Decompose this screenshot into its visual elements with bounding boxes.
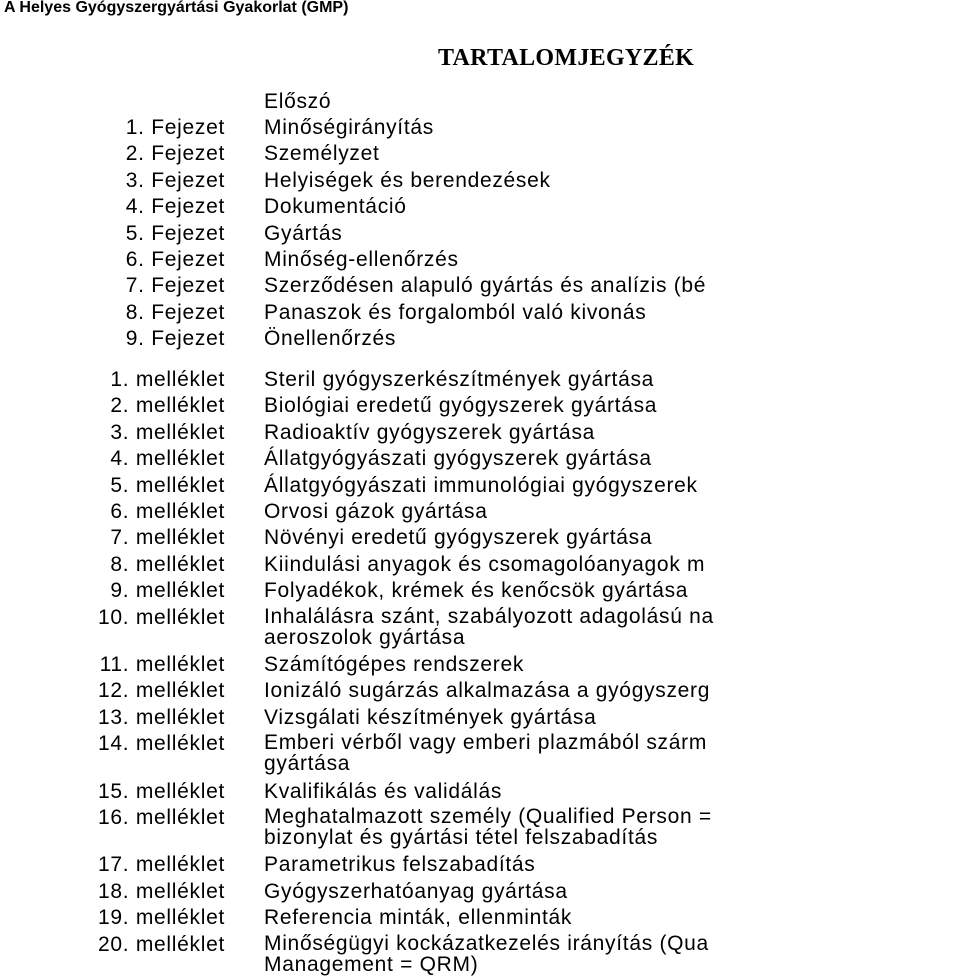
toc-entry-number: 2. Fejezet	[125, 142, 225, 166]
toc-entry-number: 11. melléklet	[99, 653, 225, 676]
toc-entry-number: 6. Fejezet	[125, 248, 225, 271]
toc-entry-title: Gyártás	[264, 221, 343, 245]
toc-entry-number: 3. melléklet	[110, 420, 225, 444]
toc-entry-title: Kiindulási anyagok és csomagolóanyagok m	[264, 552, 706, 576]
toc-entry-title: Állatgyógyászati gyógyszerek gyártása	[264, 447, 652, 471]
toc-entry-title: Személyzet	[264, 142, 380, 166]
toc-entry-title: Parametrikus felszabadítás	[264, 853, 536, 877]
toc-entry-title: Dokumentáció	[264, 195, 407, 219]
toc-entry-number: 6. melléklet	[110, 500, 225, 523]
toc-entry-title: Gyógyszerhatóanyag gyártása	[264, 879, 568, 903]
toc-entry-number: 19. melléklet	[98, 906, 225, 930]
toc-entry-number: 7. Fejezet	[125, 274, 225, 298]
toc-title: TARTALOMJEGYZÉK	[438, 45, 695, 71]
toc-entry-number: 10. melléklet	[98, 605, 225, 629]
toc-entry-title: Panaszok és forgalomból való kivonás	[264, 300, 647, 324]
toc-entry-number: 7. melléklet	[110, 526, 225, 550]
toc-entry-number: 5. melléklet	[110, 473, 225, 497]
running-header: A Helyes Gyógyszergyártási Gyakorlat (GMP)	[4, 0, 349, 16]
toc-entry-title: Radioaktív gyógyszerek gyártása	[264, 420, 596, 444]
toc-entry-title: Vizsgálati készítmények gyártása	[264, 705, 597, 729]
toc-entry-title: Szerződésen alapuló gyártás és analízis (bé	[264, 274, 707, 298]
toc-entry-title: Folyadékok, krémek és kenőcsök gyártása	[264, 579, 689, 603]
toc-entry-number: 4. melléklet	[110, 447, 225, 471]
toc-entry-title: Önellenőrzés	[264, 327, 397, 351]
toc-entry-number: 1. Fejezet	[125, 116, 225, 139]
toc-entry-number: 16. melléklet	[98, 806, 225, 829]
toc-entry-number: 4. Fejezet	[125, 195, 225, 219]
toc-entry-title: Steril gyógyszerkészítmények gyártása	[264, 368, 655, 391]
toc-entry-title: Minőségügyi kockázatkezelés irányítás (Qua Management = QRM)	[264, 931, 709, 976]
toc-entry-number: 9. melléklet	[110, 579, 225, 603]
toc-entry-number: 8. melléklet	[110, 552, 225, 576]
toc-entry-number: 1. melléklet	[110, 368, 225, 391]
toc-entry-number: 9. Fejezet	[125, 327, 225, 351]
toc-entry-number: 2. melléklet	[110, 394, 225, 418]
toc-entry-number: 5. Fejezet	[125, 221, 225, 245]
toc-entry-number: 8. Fejezet	[125, 300, 225, 324]
toc-entry-title: Referencia minták, ellenminták	[264, 906, 573, 930]
toc-entry-title: Inhalálásra szánt, szabályozott adagolású na aeroszolok gyártása	[264, 604, 714, 649]
toc-entry-title: Előszó	[264, 90, 332, 113]
toc-entry-title: Emberi vérből vagy emberi plazmából szárm gyártása	[264, 731, 708, 776]
toc-entry-number: 14. melléklet	[98, 732, 225, 756]
toc-entry-number: 17. melléklet	[98, 853, 225, 877]
toc-entry-title: Számítógépes rendszerek	[264, 653, 525, 676]
toc-entry-title: Kvalifikálás és validálás	[264, 779, 503, 803]
toc-entry-title: Minőség-ellenőrzés	[264, 248, 459, 271]
toc-entry-title: Biológiai eredetű gyógyszerek gyártása	[264, 394, 658, 418]
toc-entry-title: Orvosi gázok gyártása	[264, 500, 488, 523]
toc-entry-title: Helyiségek és berendezések	[264, 168, 551, 192]
toc-entry-title: Meghatalmazott személy (Qualified Person = bizonylat és gyártási tétel felszabadítás	[264, 805, 712, 849]
toc-entry-title: Ionizáló sugárzás alkalmazása a gyógyszerg	[264, 679, 711, 703]
toc-entry-number: 13. melléklet	[98, 705, 225, 729]
toc-entry-title: Állatgyógyászati immunológiai gyógyszerek	[264, 473, 698, 497]
toc-entry-number: 15. melléklet	[98, 779, 225, 803]
toc-entry-number: 18. melléklet	[98, 879, 225, 903]
toc-entry-number: 3. Fejezet	[125, 168, 225, 192]
toc-entry-number: 20. melléklet	[98, 932, 225, 956]
toc-entry-title: Minőségirányítás	[264, 116, 434, 139]
toc-entry-title: Növényi eredetű gyógyszerek gyártása	[264, 526, 653, 550]
toc-entry-number: 12. melléklet	[98, 679, 225, 703]
